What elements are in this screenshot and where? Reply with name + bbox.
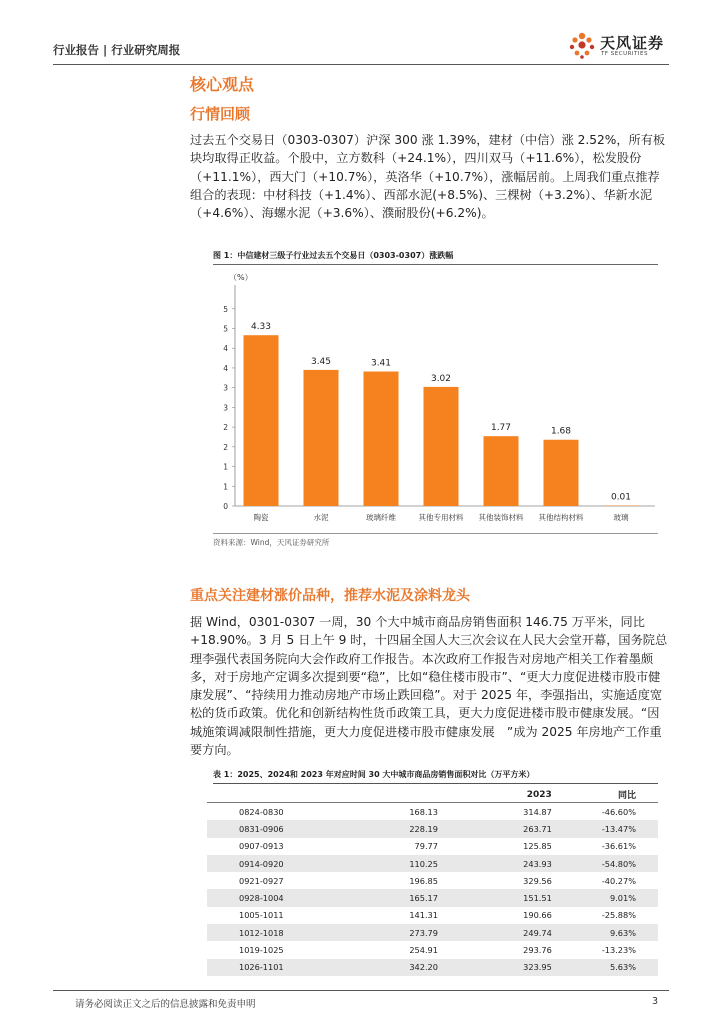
- logo-name-cn: 天风证券: [600, 34, 665, 52]
- figure-title: 图 1：中信建材三级子行业过去五个交易日（0303-0307）涨跌幅: [213, 250, 658, 265]
- table-row: 0921-0927 196.85 329.56 -40.27%: [239, 875, 636, 886]
- y-tick-label: 4: [223, 363, 228, 373]
- core-view-heading: 核心观点: [190, 75, 255, 94]
- page-number: 3: [652, 996, 659, 1007]
- header-period: [207, 787, 338, 803]
- bar: [364, 371, 399, 506]
- y-tick-label: 1: [223, 482, 228, 492]
- table-row: 1026-1101 342.20 323.95 5.63%: [207, 959, 658, 976]
- y-axis-unit-label: （%）: [229, 273, 253, 282]
- footer-divider: [53, 990, 669, 991]
- y-tick-label: 1: [223, 462, 228, 472]
- data-label: 1.68: [550, 426, 572, 437]
- bar: [484, 436, 519, 506]
- category-label: 水泥: [313, 513, 329, 522]
- footer-disclaimer: 请务必阅读正文之后的信息披露和免责申明: [75, 999, 256, 1010]
- table-row: 1012-1018 273.79 249.74 9.63%: [207, 924, 658, 941]
- report-category: 行业报告 | 行业研究周报: [53, 43, 181, 57]
- sales-area-table: [207, 787, 658, 976]
- y-tick-label: 3: [223, 403, 228, 413]
- logo-mark-icon: [568, 30, 596, 60]
- data-label: 3.45: [310, 356, 332, 367]
- y-tick-label: 3: [223, 383, 228, 393]
- y-tick-label: 5: [223, 324, 228, 334]
- bar: [304, 370, 339, 506]
- table-row: 1019-1025 254.91 293.76 -13.23%: [239, 945, 636, 956]
- focus-paragraph: 据 Wind，0301-0307 一周，30 个大中城市商品房销售面积 146.75 万平米，同比+18.90%。3 月 5 日上午 9 时，十四届全国人大三次会议在人民大会堂开幕，国务院总理李强代表国务院向大会作政府工作报告。本次政府工作报告对房地产相关工作着墨颇多，对于房地产定调多次提到要“稳”，比如“稳住楼市股市”、“更大力度促进楼市股市健康发展”、“持续用力推动房地产市场止跌回稳”。对于 2025 年，李强指出，实施适度宽松的货币政策。优化和创新结构性货币政策工具，更大力度促进楼市股市健康发展。“因城施策调减限制性措施，更大力度促进楼市股市健康发展 ”成为 2025 年房地产工作重要方向。: [190, 615, 668, 758]
- header-2025: [338, 787, 452, 803]
- table-row: 1005-1011 141.31 190.66 -25.88%: [239, 910, 636, 921]
- y-tick-label: 4: [223, 344, 228, 354]
- table-row: 0831-0906 228.19 263.71 -13.47%: [207, 820, 658, 837]
- table-row: 0914-0920 110.25 243.93 -54.80%: [207, 855, 658, 872]
- market-review-paragraph: 过去五个交易日（0303-0307）沪深 300 涨 1.39%，建材（中信）涨 2.52%，所有板块均取得正收益。个股中，立方数科（+24.1%），四川双马（+11.6%），松发股份（+11.1%），西大门（+10.7%），英洛华（+10.7%），涨幅居前。上周我们重点推荐组合的表现：中材科技（+1.4%）、西部水泥(+8.5%)、三棵树（+3.2%）、华新水泥（+4.6%）、海螺水泥（+3.6%）、濮耐股份(+6.2%)。: [190, 133, 666, 221]
- bar: [544, 440, 579, 506]
- data-label: 0.01: [610, 492, 632, 503]
- table-row: 0824-0830 168.13 314.87 -46.60%: [239, 806, 636, 817]
- data-label: 4.33: [250, 322, 272, 333]
- y-tick-label: 2: [223, 423, 228, 433]
- company-logo: [568, 30, 678, 62]
- market-review-heading: 行情回顾: [190, 105, 251, 123]
- header-2023: 2023: [452, 787, 602, 803]
- category-label: 其他结构材料: [538, 513, 584, 522]
- data-label: 3.41: [370, 358, 392, 369]
- header-yoy: 同比: [602, 787, 658, 803]
- bar: [424, 387, 459, 506]
- y-tick-label: 0: [223, 502, 228, 511]
- bar-chart: [213, 268, 658, 533]
- category-label: 玻璃: [613, 513, 629, 522]
- table-row: 0907-0913 79.77 125.85 -36.61%: [239, 841, 636, 852]
- y-tick-label: 5: [223, 304, 228, 314]
- logo-name-en: TF SECURITIES: [601, 51, 648, 57]
- figure-source: 资料来源：Wind，天风证券研究所: [213, 533, 658, 548]
- category-label: 其他专用材料: [418, 513, 464, 522]
- table-row: 0928-1004 165.17 151.51 9.01%: [207, 889, 658, 906]
- table-header-row: [207, 787, 658, 803]
- y-tick-label: 2: [223, 442, 228, 452]
- category-label: 玻璃纤维: [366, 513, 396, 522]
- bar: [244, 335, 279, 506]
- data-label: 1.77: [490, 423, 512, 434]
- category-label: 其他装饰材料: [478, 513, 524, 522]
- header-divider: [53, 64, 669, 65]
- data-label: 3.02: [430, 373, 452, 384]
- focus-heading: 重点关注建材涨价品种，推荐水泥及涂料龙头: [190, 588, 470, 604]
- category-label: 陶瓷: [253, 513, 269, 522]
- table-title: 表 1：2025、2024和 2023 年对应时间 30 大中城市商品房销售面积对比（万平方米）: [213, 769, 658, 784]
